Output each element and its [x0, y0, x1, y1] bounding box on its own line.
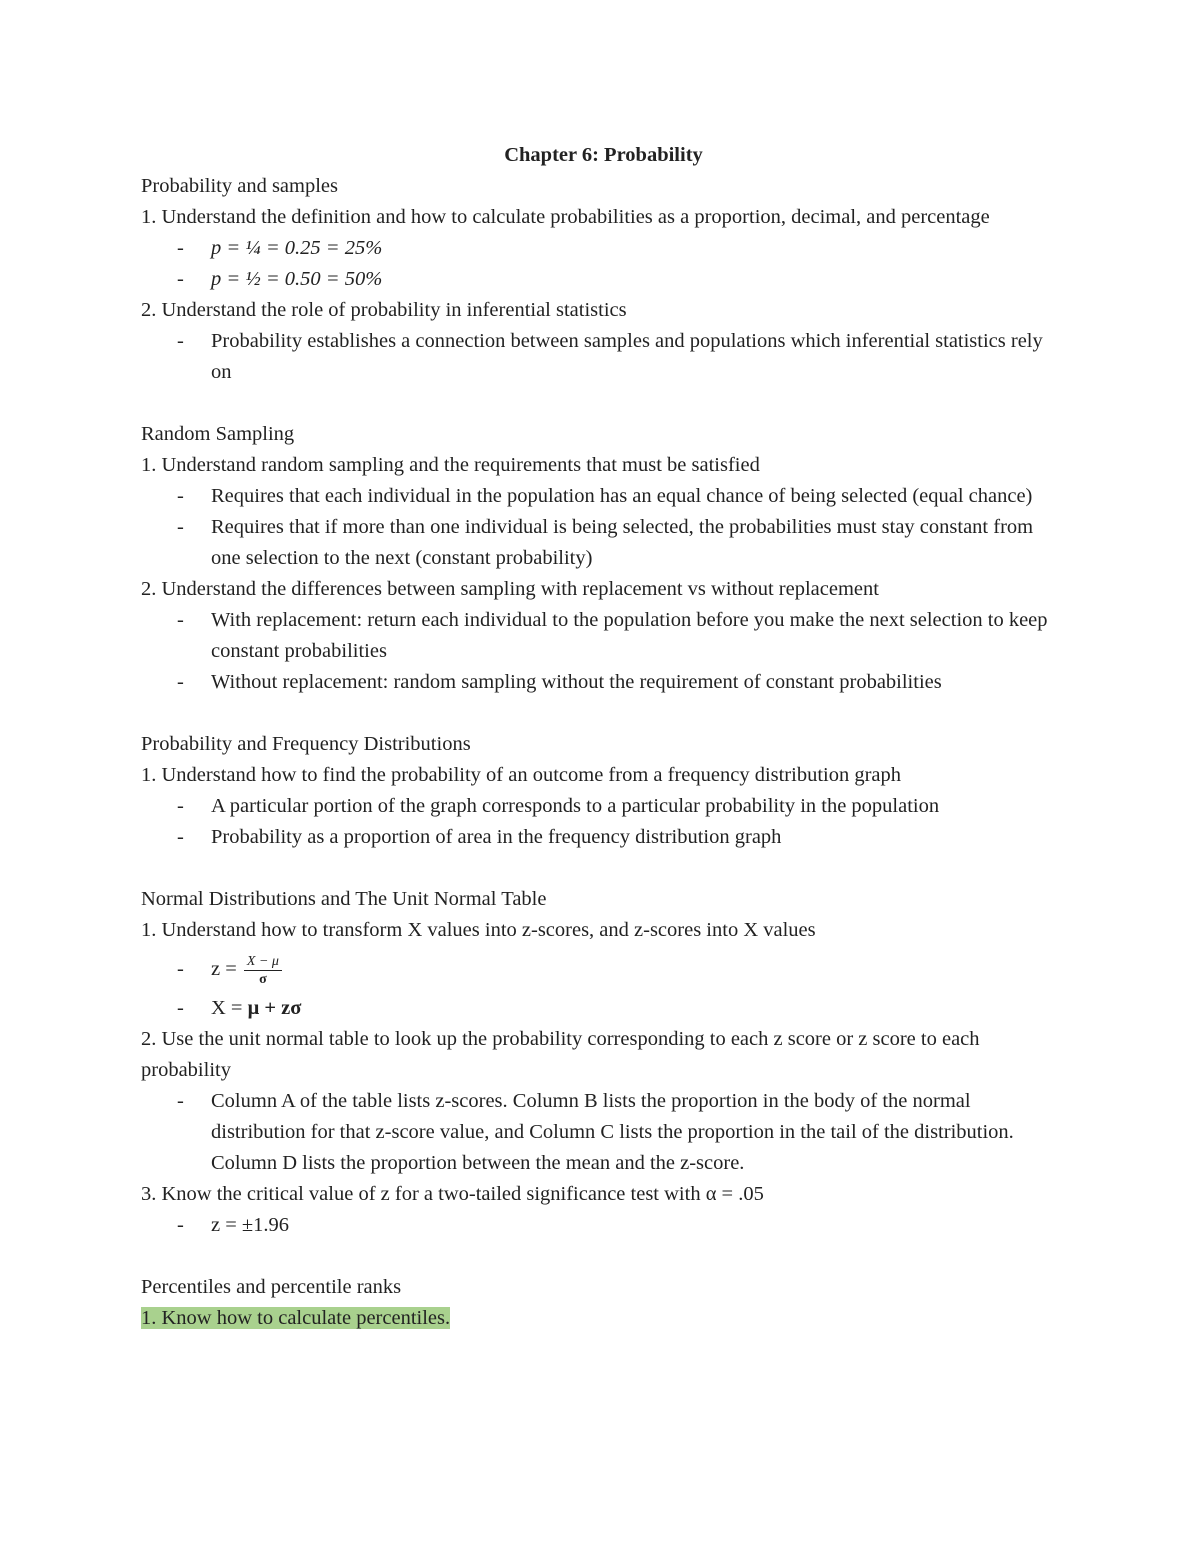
- spacer: [141, 1241, 1066, 1272]
- bullet-item: [141, 605, 1066, 667]
- list-item: 1. Understand how to find the probability of an outcome from a frequency distribution graph: [141, 764, 902, 786]
- formula-z-lhs: z =: [211, 958, 242, 980]
- dash-marker: -: [177, 516, 184, 538]
- dash-marker: -: [177, 826, 184, 848]
- bullet-text: A particular portion of the graph corresponds to a particular probability in the population: [211, 795, 940, 817]
- list-item: 2. Understand the differences between sampling with replacement vs without replacement: [141, 578, 879, 600]
- bullet-item: [141, 264, 1066, 295]
- bullet-text: Column A of the table lists z-scores. Column B lists the proportion in the body of the normal distribution for that z-score value, and Column C lists the proportion in the tail of the distribution. Column D lists the proportion between the mean and the z-score.: [211, 1090, 1014, 1174]
- dash-marker: -: [177, 1090, 184, 1112]
- bullet-text: Probability establishes a connection between samples and populations which inferential statistics rely on: [211, 330, 1043, 383]
- formula-x-rhs: μ + zσ: [247, 997, 302, 1019]
- bullet-text: Probability as a proportion of area in the frequency distribution graph: [211, 826, 782, 848]
- list-item: 2. Understand the role of probability in inferential statistics: [141, 299, 627, 321]
- bullet-item: [141, 512, 1066, 574]
- section-heading-frequency-distributions: Probability and Frequency Distributions: [141, 733, 471, 755]
- fraction: [244, 954, 282, 987]
- bullet-item: [141, 667, 1066, 698]
- dash-marker: -: [177, 958, 184, 980]
- highlighted-text: 1. Know how to calculate percentiles.: [141, 1307, 451, 1329]
- section-heading-probability-samples: Probability and samples: [141, 175, 339, 197]
- spacer: [141, 698, 1066, 729]
- formula-z-score: [141, 946, 1066, 993]
- bullet-text: p = ¼ = 0.25 = 25%: [211, 237, 383, 259]
- list-item: 1. Understand the definition and how to calculate probabilities as a proportion, decimal, and percentage: [141, 206, 990, 228]
- formula-x-value: [141, 993, 1066, 1024]
- dash-marker: -: [177, 671, 184, 693]
- section-heading-random-sampling: Random Sampling: [141, 423, 295, 445]
- bullet-text: p = ½ = 0.50 = 50%: [211, 268, 383, 290]
- list-item: 2. Use the unit normal table to look up the probability corresponding to each z score or z score to each probability: [141, 1028, 980, 1081]
- formula-x-lhs: X =: [211, 997, 248, 1019]
- bullet-item: [141, 822, 1066, 853]
- list-item: 1. Understand how to transform X values into z-scores, and z-scores into X values: [141, 919, 816, 941]
- page-title: Chapter 6: Probability: [504, 144, 703, 166]
- list-item: 3. Know the critical value of z for a two-tailed significance test with α = .05: [141, 1183, 764, 1205]
- bullet-item: [141, 1210, 1066, 1241]
- bullet-text: Requires that each individual in the population has an equal chance of being selected (equal chance): [211, 485, 1033, 507]
- bullet-text: z = ±1.96: [211, 1214, 290, 1236]
- dash-marker: -: [177, 1214, 184, 1236]
- document-page: [141, 140, 1066, 1334]
- fraction-numerator: X − μ: [244, 954, 282, 971]
- bullet-item: [141, 481, 1066, 512]
- bullet-item: [141, 326, 1066, 388]
- section-heading-normal-distributions: Normal Distributions and The Unit Normal Table: [141, 888, 547, 910]
- list-item-highlighted: [141, 1303, 1066, 1334]
- list-item: 1. Understand random sampling and the requirements that must be satisfied: [141, 454, 760, 476]
- dash-marker: -: [177, 237, 184, 259]
- dash-marker: -: [177, 485, 184, 507]
- dash-marker: -: [177, 997, 184, 1019]
- bullet-text: Without replacement: random sampling without the requirement of constant probabilities: [211, 671, 942, 693]
- spacer: [141, 388, 1066, 419]
- dash-marker: -: [177, 795, 184, 817]
- bullet-item: [141, 233, 1066, 264]
- dash-marker: -: [177, 330, 184, 352]
- bullet-item: [141, 791, 1066, 822]
- bullet-item: [141, 1086, 1066, 1179]
- bullet-text: Requires that if more than one individual is being selected, the probabilities must stay constant from one selection to the next (constant probability): [211, 516, 1034, 569]
- dash-marker: -: [177, 268, 184, 290]
- spacer: [141, 853, 1066, 884]
- bullet-text: With replacement: return each individual to the population before you make the next selection to keep constant probabilities: [211, 609, 1048, 662]
- section-heading-percentiles: Percentiles and percentile ranks: [141, 1276, 402, 1298]
- dash-marker: -: [177, 609, 184, 631]
- fraction-denominator: σ: [259, 971, 267, 987]
